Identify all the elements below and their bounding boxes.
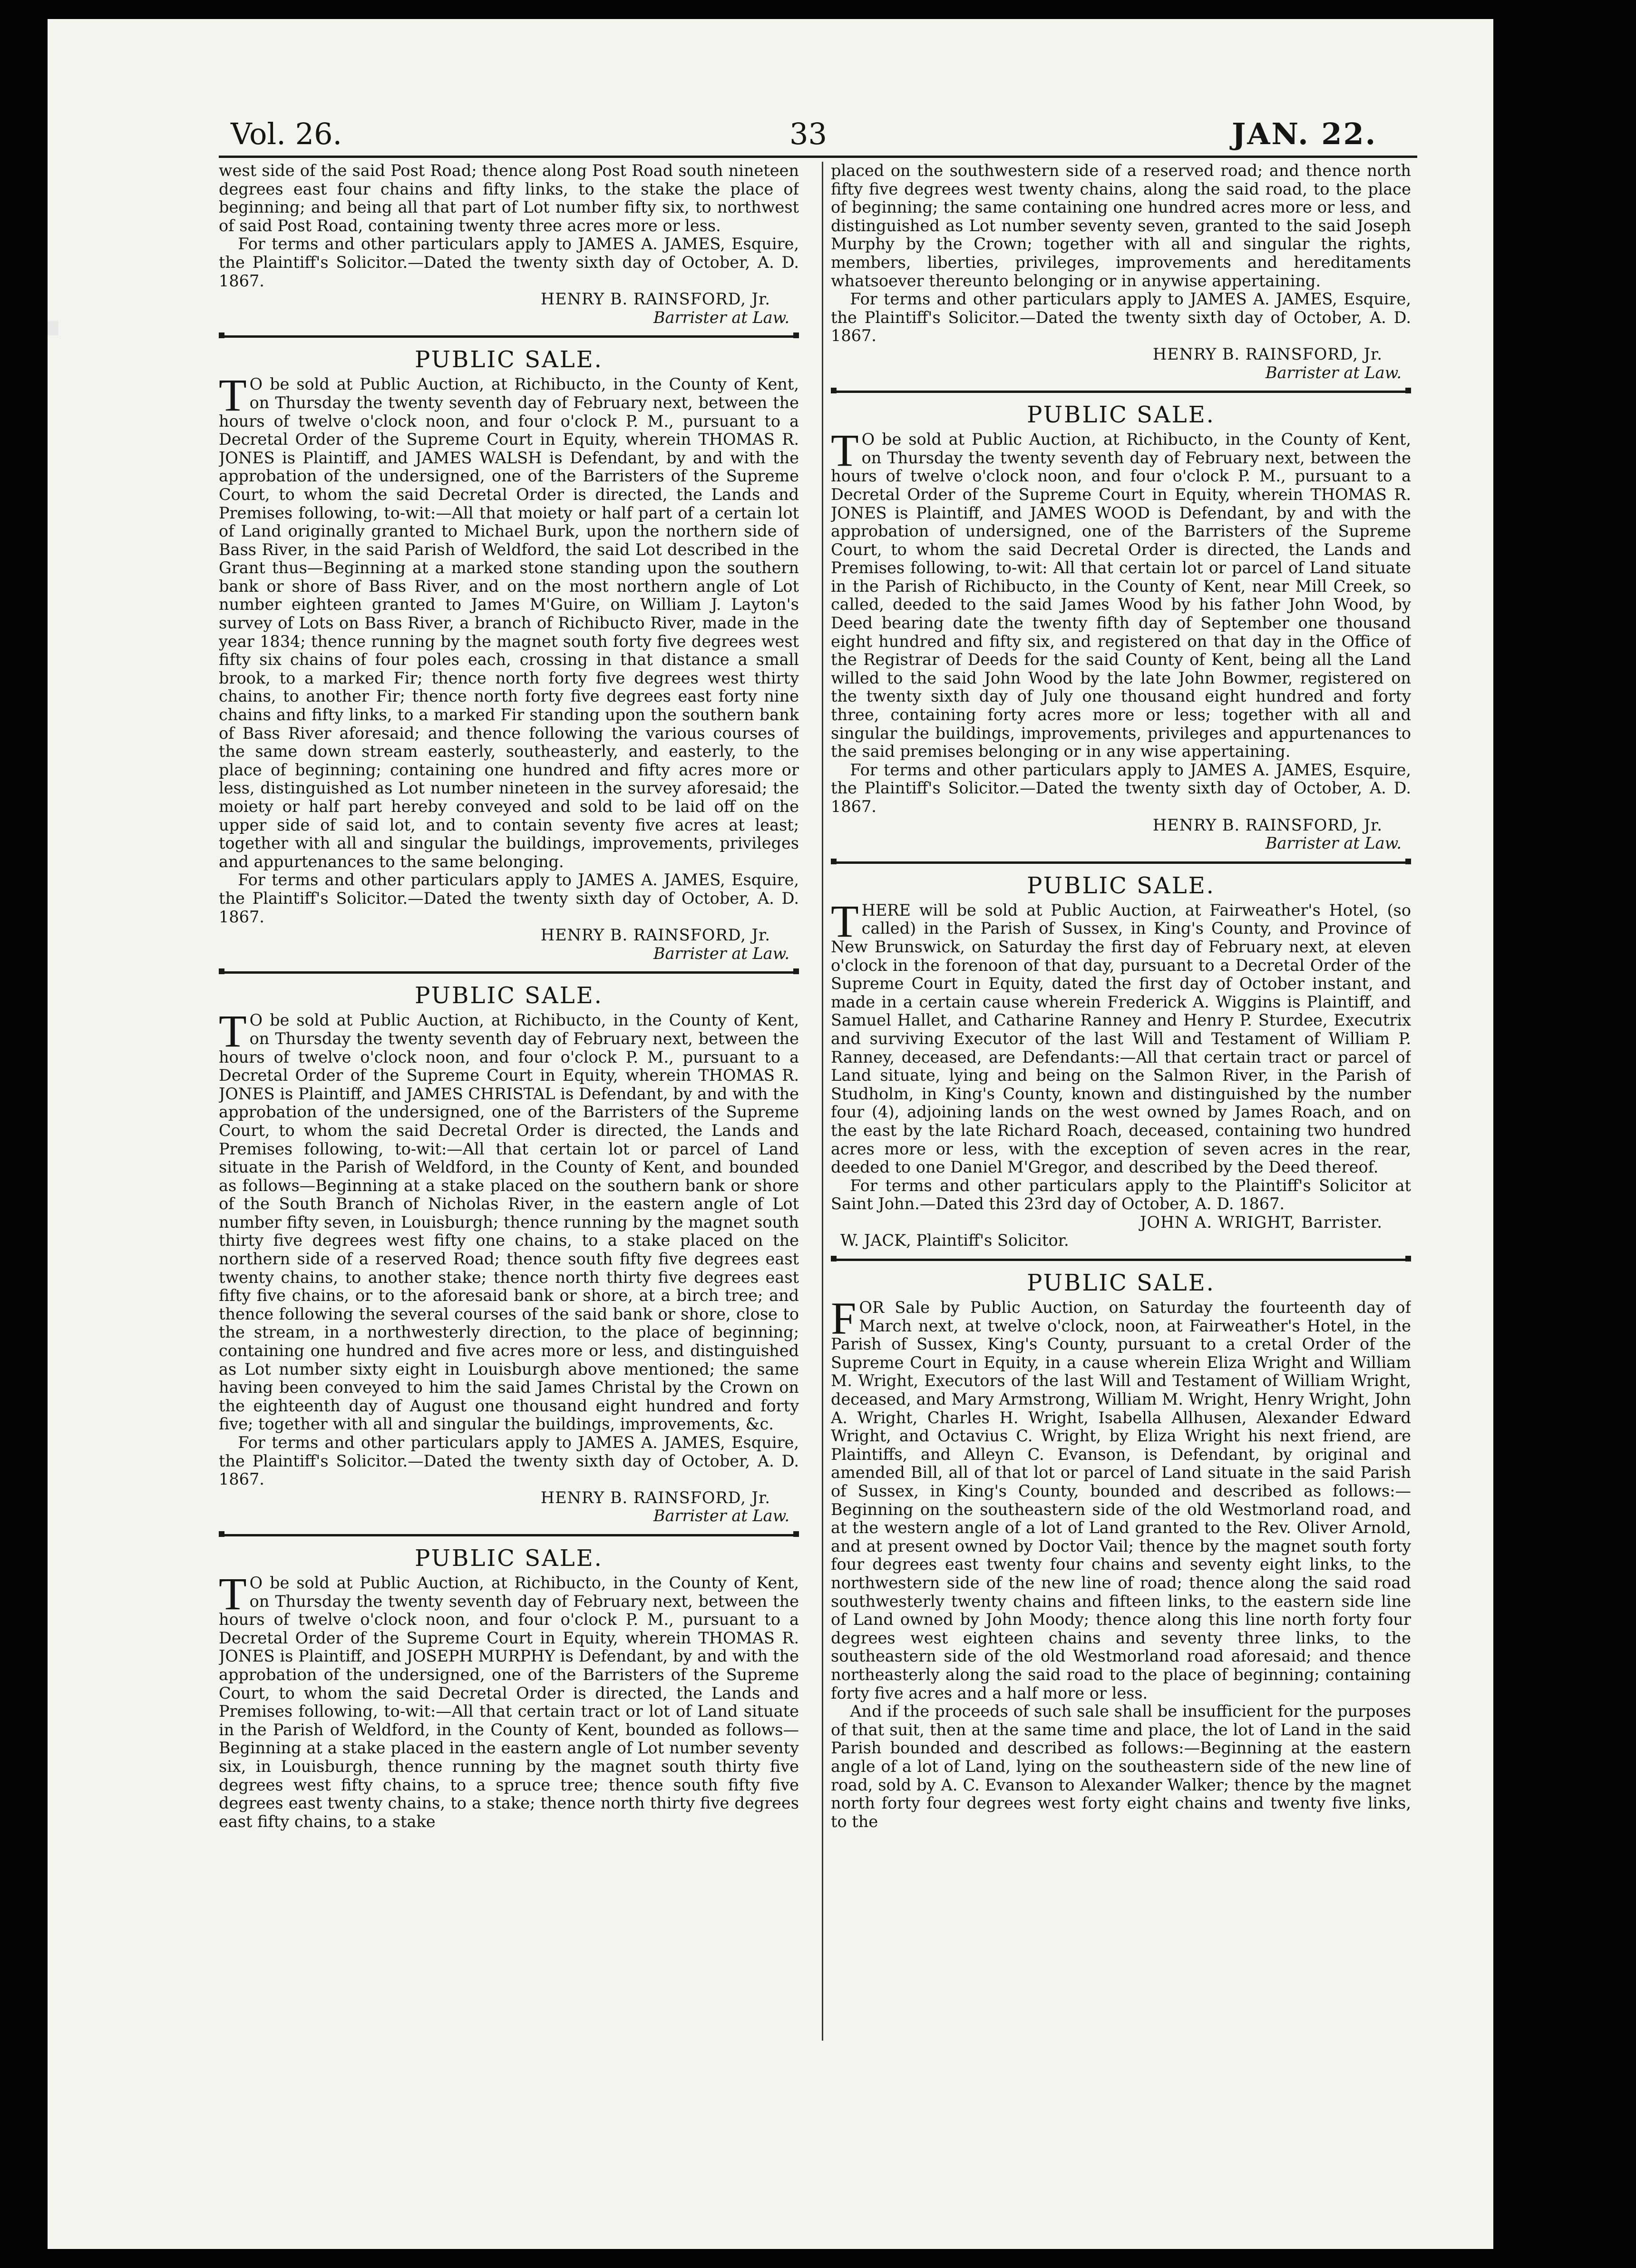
notice-text: [219, 1568, 799, 1831]
continued-notice: [219, 162, 799, 327]
left-column: [219, 162, 799, 2221]
notice-text: placed on the southwestern side of a reserved road; and thence north fifty five degrees west twenty chains, along the said road, to the place of beginning; the same containing one hundred acres more or less, and distinguished as Lot number seventy seven, granted to the said Joseph Murphy by the Crown; together with all and singular the rights, members, liberties, privileges, improvements and hereditaments whatsoever thereunto belonging or in anywise appertaining.: [831, 162, 1411, 290]
public-sale-notice: [219, 344, 799, 963]
notice-terms: For terms and other particulars apply to JAMES A. JAMES, Esquire, the Plaintiff's Solicitor.—Dated the twenty sixth day of October, A. D. 1867.: [219, 235, 799, 290]
notice-body: O be sold at Public Auction, at Richibucto, in the County of Kent, on Thursday the twenty seventh day of February next, between the hours of twelve o'clock noon, and four o'clock P. M., pursuant to a Decretal Order of the Supreme Court in Equity, wherein THOMAS R. JONES is Plaintiff, and JAMES WALSH is Defendant, by and with the approbation of the undersigned, one of the Barristers of the Supreme Court, to whom the said Decretal Order is directed, the Lands and Premises following, to-wit:—All that moiety or half part of a certain lot of Land originally granted to Michael Burk, upon the northern side of Bass River, in the said Parish of Weldford, the said Lot described in the Grant thus—Beginning at a marked stone standing upon the southern bank or shore of Bass River, and on the most northern angle of Lot number eighteen granted to James M'Guire, on William J. Layton's survey of Lots on Bass River, a branch of Richibucto River, made in the year 1834; thence running by the magnet south forty five degrees west fifty six chains of four poles each, crossing in that distance a small brook, to a marked Fir; thence north forty five degrees west thirty chains, to another Fir; thence north forty five degrees east forty nine chains and fifty links, to a marked Fir standing upon the southern bank of Bass River aforesaid; and thence following the various courses of the same down stream easterly, southeasterly, and easterly, to the place of beginning; containing one hundred and fifty acres more or less, distinguished as Lot number nineteen in the survey aforesaid; the moiety or half part hereby conveyed and sold to be laid off on the upper side of said lot, and to contain seventy five acres at least; together with all and singular the buildings, improvements, privileges and appurtenances to the same belonging.: [219, 375, 799, 871]
drop-cap: T: [831, 425, 859, 476]
public-sale-notice: [831, 870, 1411, 1250]
page-header: [48, 107, 1493, 159]
notice-body: O be sold at Public Auction, at Richibucto, in the County of Kent, on Thursday the twenty seventh day of February next, between the hours of twelve o'clock noon, and four o'clock P. M., pursuant to a Decretal Order of the Supreme Court in Equity, wherein THOMAS R. JONES is Plaintiff, and JAMES WOOD is Defendant, by and with the approbation of undersigned, one of the Barristers of the Supreme Court, to whom the said Decretal Order is directed, the Lands and Premises following, to-wit: All that certain lot or parcel of Land situate in the Parish of Richibucto, in the County of Kent, near Mill Creek, so called, deeded to the said James Wood by his father John Wood, by Deed bearing date the twenty fifth day of September one thousand eight hundred and fifty six, and registered on that day in the Office of the Registrar of Deeds for the said County of Kent, being all the Land willed to the said John Wood by the late John Bowmer, registered on the twenty sixth day of July one thousand eight hundred and forty three, containing forty acres more or less; together with all and singular the buildings, improvements, privileges and appurtenances to the said premises belonging or in any wise appertaining.: [831, 430, 1411, 761]
public-sale-notice: [831, 399, 1411, 853]
drop-cap: T: [219, 370, 247, 421]
right-column: [831, 162, 1411, 2221]
notice-heading: PUBLIC SALE.: [415, 1545, 603, 1572]
notice-heading: PUBLIC SALE.: [415, 982, 603, 1009]
notice-heading: PUBLIC SALE.: [1027, 1270, 1215, 1297]
page-number: 33: [789, 117, 827, 151]
public-sale-notice: [831, 1267, 1411, 1831]
notice-text: [831, 1293, 1411, 1702]
notice-text: [219, 1006, 799, 1434]
notice-heading: PUBLIC SALE.: [1027, 872, 1215, 899]
notice-terms: For terms and other particulars apply to JAMES A. JAMES, Esquire, the Plaintiff's Solicitor.—Dated the twenty sixth day of October, A. D. 1867.: [831, 760, 1411, 816]
notice-signature: HENRY B. RAINSFORD, Jr.: [540, 1488, 770, 1507]
notice-heading: PUBLIC SALE.: [1027, 401, 1215, 429]
notice-terms: For terms and other particulars apply to JAMES A. JAMES, Esquire, the Plaintiff's Solicitor.—Dated the twenty sixth day of October, A. D. 1867.: [219, 870, 799, 926]
notice-solicitor: W. JACK, Plaintiff's Solicitor.: [840, 1231, 1069, 1250]
notice-text: And if the proceeds of such sale shall be insufficient for the purposes of that suit, then at the same time and place, the lot of Land in the said Parish bounded and described as follows:—Beginning at the eastern angle of a lot of Land, lying on the southeastern side of the new line of road, sold by A. C. Evanson to Alexander Walker; thence by the magnet north forty four degrees west forty eight chains and twenty five links, to the: [831, 1702, 1411, 1831]
public-sale-notice: [219, 1543, 799, 1831]
notice-text: [219, 370, 799, 871]
notice-terms: For terms and other particulars apply to JAMES A. JAMES, Esquire, the Plaintiff's Solicitor.—Dated the twenty sixth day of October, A. D. 1867.: [219, 1433, 799, 1489]
notice-signature: HENRY B. RAINSFORD, Jr.: [1152, 344, 1383, 363]
section-rule: [219, 969, 799, 976]
notice-body: HERE will be sold at Public Auction, at Fairweather's Hotel, (so called) in the Parish of Sussex, in King's County, and Province of New Brunswick, on Saturday the first day of February next, at eleven o'clock in the forenoon of that day, pursuant to a Decretal Order of the Supreme Court in Equity, dated the first day of October instant, and made in a certain cause wherein Frederick A. Wiggins is Plaintiff, and Samuel Hallet, and Catharine Ranney and Henry P. Sturdee, Executrix and surviving Executor of the last Will and Testament of William P. Ranney, deceased, are Defendants:—All that certain tract or parcel of Land situate, lying and being on the Salmon River, in the Parish of Studholm, in King's County, known and distinguished by the number four (4), adjoining lands on the west owned by James Roach, and on the east by the late Richard Roach, deceased, containing two hundred acres more or less, with the exception of seven acres in the rear, deeded to one Daniel M'Gregor, and described by the Deed thereof.: [831, 900, 1411, 1177]
section-rule: [831, 860, 1411, 866]
drop-cap: T: [831, 895, 859, 947]
notice-body: O be sold at Public Auction, at Richibucto, in the County of Kent, on Thursday the twenty seventh day of February next, between the hours of twelve o'clock noon, and four o'clock P. M., pursuant to a Decretal Order of the Supreme Court in Equity, wherein THOMAS R. JONES is Plaintiff, and JOSEPH MURPHY is Defendant, by and with the approbation of the undersigned, one of the Barristers of the Supreme Court, to whom the said Decretal Order is directed, the Lands and Premises following, to-wit:—All that certain tract or lot of Land situate in the Parish of Weldford, in the County of Kent, bounded as follows—Beginning at a stake placed in the eastern angle of Lot number seventy six, in Louisburgh, thence running by the magnet south thirty five degrees west fifty chains, to a spruce tree; thence south fifty five degrees east twenty chains, to a stake; thence north thirty five degrees east fifty chains, to a stake: [219, 1573, 799, 1831]
volume-label: Vol. 26.: [231, 117, 342, 151]
notice-signature: JOHN A. WRIGHT, Barrister.: [1140, 1212, 1383, 1232]
notice-signature: HENRY B. RAINSFORD, Jr.: [540, 926, 770, 945]
drop-cap: F: [831, 1293, 857, 1344]
issue-date: JAN. 22.: [1232, 117, 1377, 151]
continued-notice: [831, 162, 1411, 382]
scan-edge-mark: [48, 321, 58, 335]
notice-text: [831, 425, 1411, 761]
notice-body: O be sold at Public Auction, at Richibucto, in the County of Kent, on Thursday the twenty seventh day of February next, between the hours of twelve o'clock noon, and four o'clock P. M., pursuant to a Decretal Order of the Supreme Court in Equity, wherein THOMAS R. JONES is Plaintiff, and JAMES CHRISTAL is Defendant, by and with the approbation of the undersigned, one of the Barristers of the Supreme Court, to whom the said Decretal Order is directed, the Lands and Premises following, to-wit:—All that certain lot or parcel of Land situate in the Parish of Weldford, in the County of Kent, and bounded as follows—Beginning at a stake placed on the southern bank or shore of the South Branch of Nicholas River, in the eastern angle of Lot number fifty seven, in Louisburgh; thence running by the magnet south thirty five degrees west fifty one chains, to a stake placed on the northern side of a reserved Road; thence south fifty five degrees east twenty chains, to another stake; thence north thirty five degrees east fifty five chains, or to the aforesaid bank or shore, at a birch tree; and thence following the several courses of the said bank or shore, close to the stream, in a northwesterly direction, to the place of beginning; containing one hundred and five acres more or less, and distinguished as Lot number sixty eight in Louisburgh above mentioned; the same having been conveyed to him the said James Christal by the Crown on the eighteenth day of August one thousand eight hundred and forty five; together with all and singular the buildings, improvements, &c.: [219, 1011, 799, 1434]
notice-text: west side of the said Post Road; thence along Post Road south nineteen degrees east four chains and fifty links, to the stake the place of beginning; and being all that part of Lot number fifty six, to northwest of said Post Road, containing twenty three acres more or less.: [219, 162, 799, 235]
section-rule: [831, 389, 1411, 395]
notice-signature-title: Barrister at Law.: [1265, 834, 1402, 853]
header-rule: [219, 156, 1417, 158]
section-rule: [831, 1257, 1411, 1263]
public-sale-notice: [219, 980, 799, 1525]
newspaper-page: [48, 19, 1493, 2249]
notice-signature-title: Barrister at Law.: [1265, 363, 1402, 382]
notice-signature-title: Barrister at Law.: [653, 944, 789, 963]
notice-heading: PUBLIC SALE.: [415, 346, 603, 373]
notice-body: OR Sale by Public Auction, on Saturday the fourteenth day of March next, at twelve o'clock, noon, at Fairweather's Hotel, in the Parish of Sussex, King's County, pursuant to a cretal Order of the Supreme Court in Equity, in a cause wherein Eliza Wright and William M. Wright, Executors of the last Will and Testament of William Wright, deceased, and Mary Armstrong, William M. Wright, Henry Wright, John A. Wright, Charles H. Wright, Isabella Allhusen, Alexander Edward Wright, and Octavius C. Wright, by Eliza Wright his next friend, are Plaintiffs, and Alleyn C. Evanson, is Defendant, by original and amended Bill, all of that lot or parcel of Land situate in the said Parish of Sussex, in King's County, bounded and described as follows:—Beginning on the southeastern side of the old Westmorland road, and at the western angle of a lot of Land granted to the Rev. Oliver Arnold, and at present owned by Doctor Vail; thence by the magnet south forty four degrees east twenty four chains and seventy eight links, to the northwestern side of the new line of road; thence along the said road southwesterly twenty chains and fifteen links, to the eastern side line of Land owned by John Moody; thence along this line north forty four degrees west eighteen chains and seventy three links, to the southeastern side of the old Westmorland road aforesaid; and thence northeasterly along the said road to the place of beginning; containing forty five acres and a half more or less.: [831, 1298, 1411, 1702]
notice-terms: For terms and other particulars apply to JAMES A. JAMES, Esquire, the Plaintiff's Solicitor.—Dated the twenty sixth day of October, A. D. 1867.: [831, 290, 1411, 345]
notice-signature: HENRY B. RAINSFORD, Jr.: [540, 290, 770, 309]
notice-signature: HENRY B. RAINSFORD, Jr.: [1152, 815, 1383, 834]
drop-cap: T: [219, 1006, 247, 1057]
section-rule: [219, 333, 799, 340]
section-rule: [219, 1532, 799, 1539]
notice-signature-title: Barrister at Law.: [653, 1506, 789, 1525]
drop-cap: T: [219, 1568, 247, 1619]
notice-terms: For terms and other particulars apply to the Plaintiff's Solicitor at Saint John.—Dated this 23rd day of October, A. D. 1867.: [831, 1176, 1411, 1213]
notice-signature-title: Barrister at Law.: [653, 308, 789, 327]
column-divider: [822, 162, 823, 2041]
notice-text: [831, 895, 1411, 1177]
